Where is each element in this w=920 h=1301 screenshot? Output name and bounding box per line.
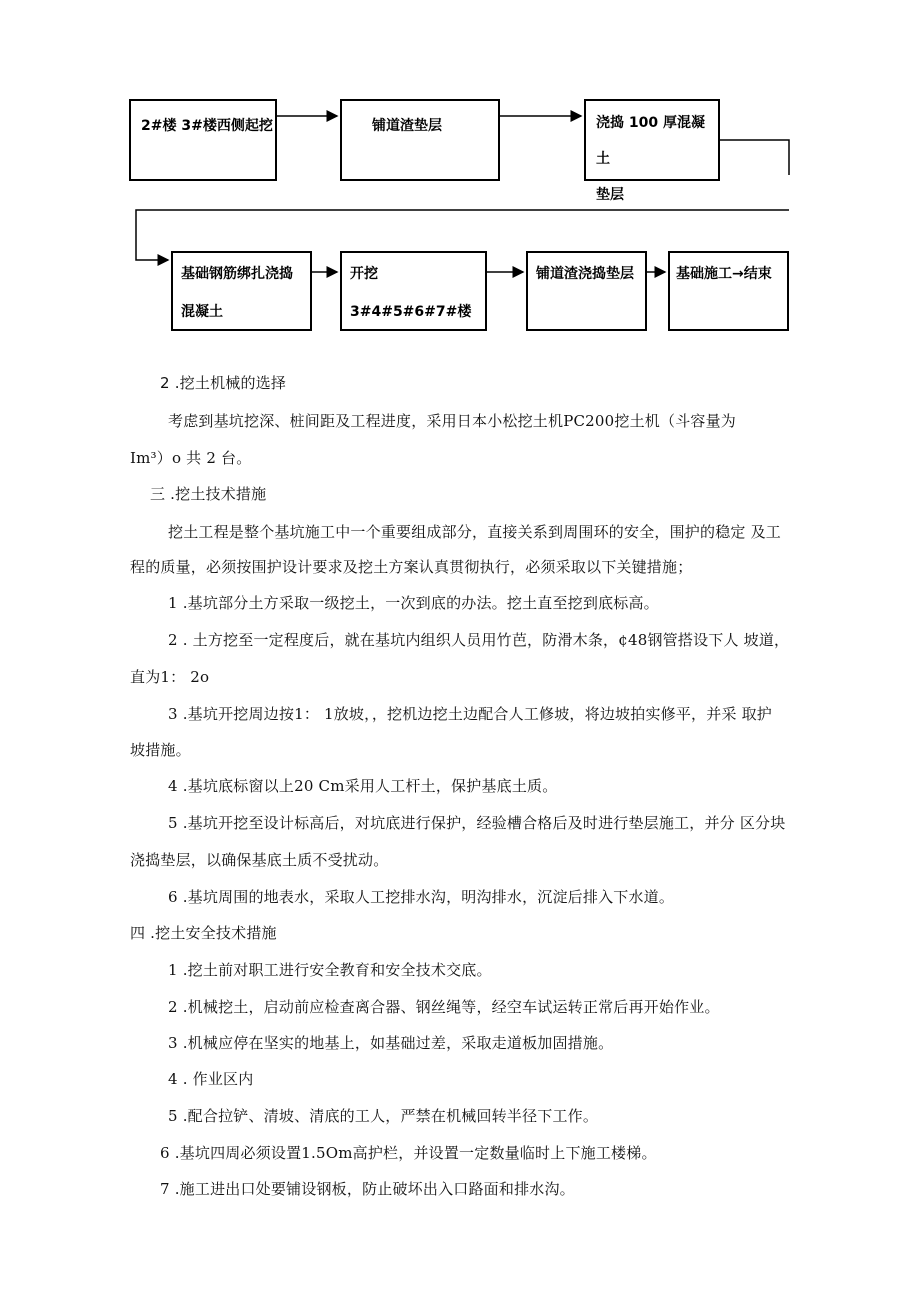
flow-step-3	[584, 99, 720, 203]
arrow-3	[720, 140, 789, 175]
section-heading-safety: 四 .挖土安全技术措施	[130, 924, 277, 942]
technical-item-1: 1 .基坑部分土方采取一级挖土，一次到底的办法。挖土直至挖到底标高。	[168, 594, 659, 612]
technical-item-6: 6 .基坑周围的地表水，采取人工挖排水沟，明沟排水，沉淀后排入下水道。	[168, 888, 675, 906]
safety-item-1: 1 .挖土前对职工进行安全教育和安全技术交底。	[168, 961, 492, 979]
flow-step-4-text-2: 混凝土	[181, 304, 223, 320]
technical-item-2-line2: 直为1： 2o	[130, 668, 210, 686]
safety-item-4: 4 . 作业区内	[168, 1070, 254, 1088]
technical-item-2-line1: 2 . 土方挖至一定程度后，就在基坑内组织人员用竹芭，防滑木条，¢48钢管搭设下人 坡道，	[168, 631, 790, 649]
flow-step-5-text: 开挖 3#4#5#6#7#楼	[350, 266, 472, 320]
paragraph-machinery-line2: Im³）o 共 2 台。	[130, 449, 252, 467]
section-heading-machinery: 2 .挖土机械的选择	[160, 374, 287, 392]
technical-item-5-line2: 浇捣垫层，以确保基底土质不受扰动。	[130, 851, 389, 869]
technical-item-3-line2: 坡措施。	[130, 741, 191, 759]
safety-item-3: 3 .机械应停在坚实的地基上，如基础过差，采取走道板加固措施。	[168, 1034, 614, 1052]
flow-step-7-text: 基础施工→结束	[676, 266, 772, 282]
flow-step-2	[340, 99, 500, 181]
flow-step-5	[340, 251, 487, 331]
technical-item-4: 4 .基坑底标窗以上20 Cm采用人工杆土，保护基底土质。	[168, 777, 558, 795]
safety-item-2: 2 .机械挖土，启动前应检查离合器、钢丝绳等，经空车试运转正常后再开始作业。	[168, 998, 720, 1016]
flow-step-4	[171, 251, 312, 331]
technical-item-3-line1: 3 .基坑开挖周边按1： 1放坡，，挖机边挖土边配合人工修坡，将边坡拍实修平，并采 取护	[168, 705, 773, 723]
safety-item-6: 6 .基坑四周必须设置1.5Om高护栏，并设置一定数量临时上下施工楼梯。	[160, 1144, 657, 1162]
flow-step-2-text: 铺道渣垫层	[372, 118, 442, 134]
construction-flowchart	[0, 0, 920, 340]
flow-step-1-text: 2#楼 3#楼西侧起挖	[141, 118, 273, 134]
flow-step-6-text: 铺道渣浇捣垫层	[536, 266, 634, 282]
technical-intro-line1: 挖土工程是整个基坑施工中一个重要组成部分，直接关系到周围环的安全，围护的稳定 及工	[168, 523, 781, 541]
flow-step-3-text-2: 垫层	[596, 187, 624, 203]
flow-step-3-text: 浇捣 100 厚混凝土	[596, 115, 705, 167]
flow-step-6	[526, 251, 647, 331]
safety-item-5: 5 .配合拉铲、清坡、清底的工人，严禁在机械回转半径下工作。	[168, 1107, 599, 1125]
technical-intro-line2: 程的质量，必须按围护设计要求及挖土方案认真贯彻执行，必须采取以下关键措施；	[130, 558, 693, 576]
paragraph-machinery-line1: 考虑到基坑挖深、桩间距及工程进度，采用日本小松挖土机PC200挖土机（斗容量为	[168, 412, 737, 430]
technical-item-5-line1: 5 .基坑开挖至设计标高后，对坑底进行保护，经验槽合格后及时进行垫层施工，并分 区分块	[168, 814, 786, 832]
safety-item-7: 7 .施工进出口处要铺设钢板，防止破坏出入口路面和排水沟。	[160, 1180, 575, 1198]
section-heading-technical: 三 .挖土技术措施	[150, 485, 267, 503]
flow-step-1	[129, 99, 277, 181]
flow-step-4-text: 基础钢筋绑扎浇捣	[181, 266, 293, 282]
flow-step-7	[668, 251, 789, 331]
